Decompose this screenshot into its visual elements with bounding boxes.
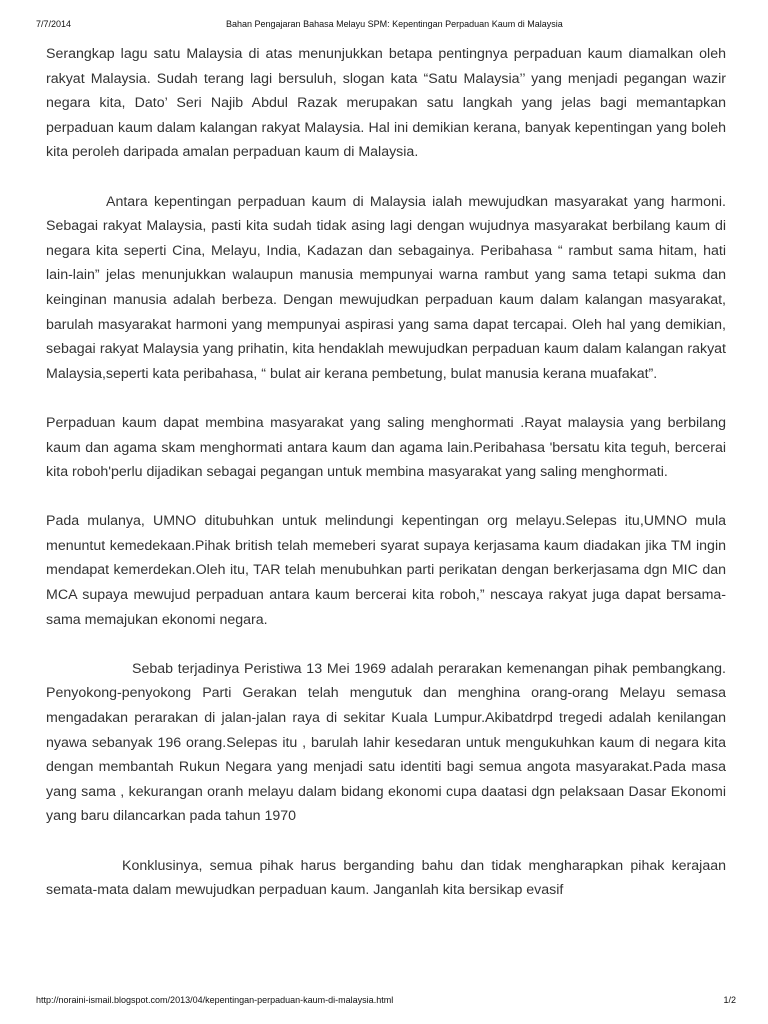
page-number: 1/2 [723,995,736,1005]
paragraph-respect: Perpaduan kaum dapat membina masyarakat yang saling menghormati .Rayat malaysia yang berbilang kaum dan agama skam menghormati antara kaum dan agama lain.Peribahasa 'bersatu kita teguh, bercerai kita roboh'perlu dijadikan sebagai pegangan untuk membina masyarakat yang saling menghormati. [46,414,726,481]
paragraph-umno: Pada mulanya, UMNO ditubuhkan untuk melindungi kepentingan org melayu.Selepas itu,UMNO mula menuntut kemedekaan.Pihak british telah memeberi syarat supaya kerjasama kaum diadakan jika TM ingin mendapat kemerdekan.Oleh itu, TAR telah menubuhkan parti perikatan dengan berkerjasama dgn MIC dan MCA supaya mewujud perpaduan antara kaum bercerai kita roboh,” nescaya rakyat juga dapat bersama-sama memajukan ekonomi negara. [46,513,726,628]
paragraph-conclusion: Konklusinya, semua pihak harus berganding bahu dan tidak mengharapkan pihak kerajaan semata-mata dalam mewujudkan perpaduan kaum. Janganlah kita bersikap evasif [46,857,726,899]
page-title: Bahan Pengajaran Bahasa Melayu SPM: Kepentingan Perpaduan Kaum di Malaysia [226,19,563,29]
paragraph-intro: Serangkap lagu satu Malaysia di atas menunjukkan betapa pentingnya perpaduan kaum diamalkan oleh rakyat Malaysia. Sudah terang lagi bersuluh, slogan kata “Satu Malaysia’’ yang menjadi pegangan wazir negara kita, Dato’ Seri Najib Abdul Razak merupakan satu langkah yang jelas bagi memantapkan perpaduan kaum dalam kalangan rakyat Malaysia. Hal ini demikian kerana, banyak kepentingan yang boleh kita peroleh daripada amalan perpaduan kaum di Malaysia. [46,46,726,161]
page-header [36,17,736,31]
paragraph-harmony: Antara kepentingan perpaduan kaum di Malaysia ialah mewujudkan masyarakat yang harmoni. Sebagai rakyat Malaysia, pasti kita sudah tidak asing lagi dengan wujudnya masyarakat berbilang kaum di negara kita seperti Cina, Melayu, India, Kadazan dan sebagainya. Peribahasa “ rambut sama hitam, hati lain-lain” jelas menunjukkan walaupun manusia mempunyai warna rambut yang sama tetapi sukma dan keinginan manusia adalah berbeza. Dengan mewujudkan perpaduan kaum dalam kalangan masyarakat, barulah masyarakat harmoni yang mempunyai aspirasi yang sama dapat tercapai. Oleh hal yang demikian, sebagai rakyat Malaysia yang prihatin, kita hendaklah mewujudkan perpaduan kaum dalam kalangan rakyat Malaysia,seperti kata peribahasa, “ bulat air kerana pembetung, bulat manusia kerana muafakat”. [46,193,726,382]
print-date: 7/7/2014 [36,19,72,29]
source-url: http://noraini-ismail.blogspot.com/2013/04/kepentingan-perpaduan-kaum-di-malaysia.html [36,995,394,1005]
article-body [46,42,726,977]
page-footer [36,993,736,1007]
paragraph-13-mei: Sebab terjadinya Peristiwa 13 Mei 1969 adalah perarakan kemenangan pihak pembangkang. Penyokong-penyokong Parti Gerakan telah mengutuk dan menghina orang-orang Melayu semasa mengadakan perarakan di jalan-jalan raya di sekitar Kuala Lumpur.Akibatdrpd tregedi adalah kenilangan nyawa sebanyak 196 orang.Selepas itu , barulah lahir kesedaran untuk mengukuhkan kaum di negara kita dengan membantah Rukun Negara yang menjadi satu identiti bagi semua angota masyarakat.Pada masa yang sama , kekurangan oranh melayu dalam bidang ekonomi cupa daatasi dgn pelaksaan Dasar Ekonomi yang baru dilancarkan pada tahun 1970 [46,660,726,825]
